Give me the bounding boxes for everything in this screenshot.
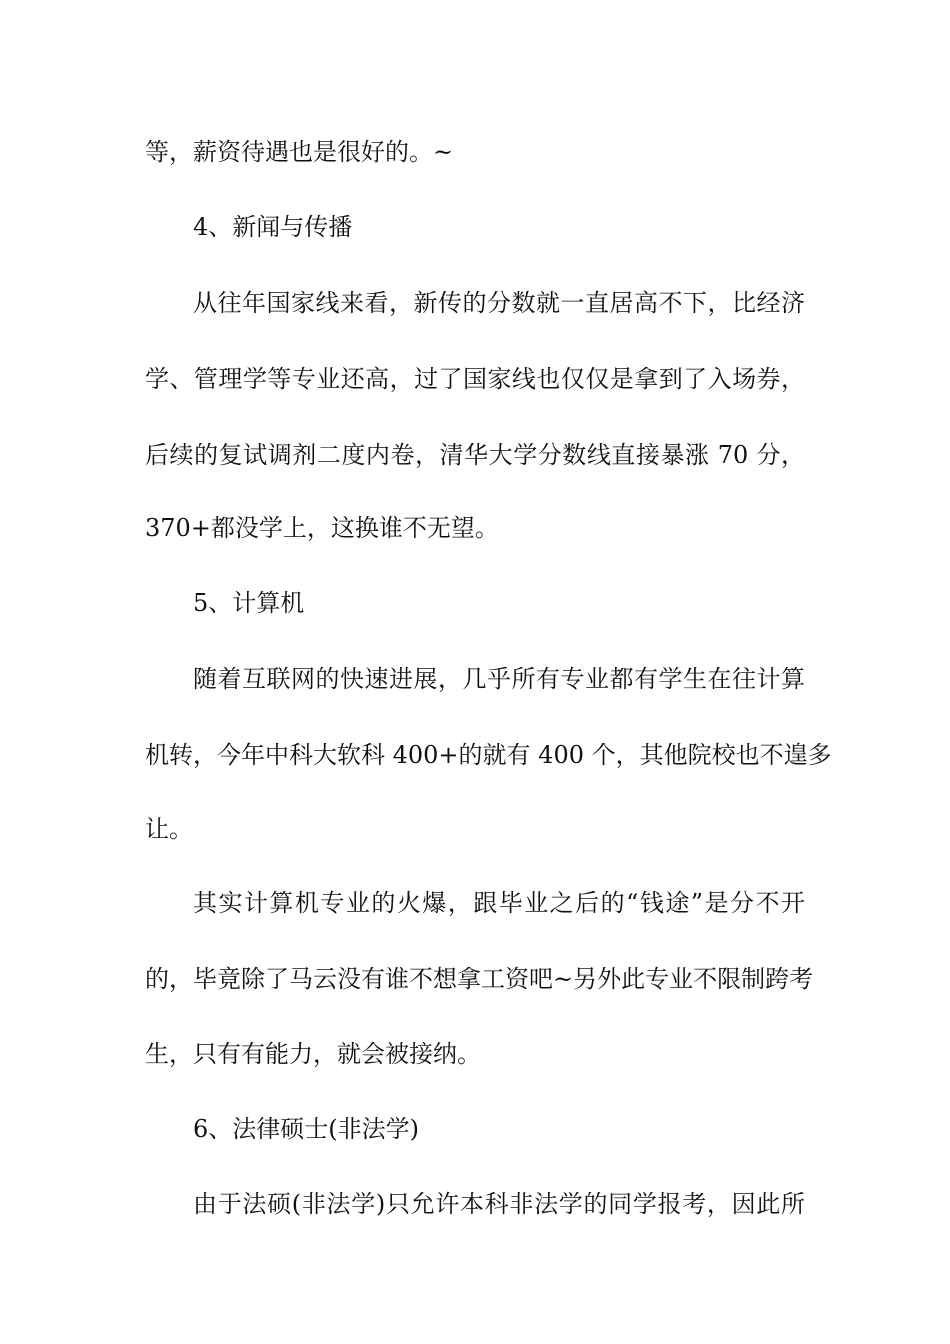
section-heading-computer: 5、计算机 <box>193 589 305 617</box>
paragraph-line: 机转，今年中科大软科 400+的就有 400 个，其他院校也不遑多 <box>145 741 832 769</box>
section-heading-journalism: 4、新闻与传播 <box>193 213 353 241</box>
section-heading-law: 6、法律硕士(非法学) <box>193 1115 419 1143</box>
paragraph-line: 的，毕竟除了马云没有谁不想拿工资吧~另外此专业不限制跨考 <box>145 965 814 993</box>
paragraph-line: 生，只有有能力，就会被接纳。 <box>145 1040 481 1068</box>
paragraph-line: 370+都没学上，这换谁不无望。 <box>145 514 499 542</box>
paragraph-line: 让。 <box>145 815 193 843</box>
paragraph-line: 随着互联网的快速进展，几乎所有专业都有学生在往计算 <box>193 665 805 693</box>
paragraph-line: 等，薪资待遇也是很好的。~ <box>145 138 454 166</box>
paragraph-line: 后续的复试调剂二度内卷，清华大学分数线直接暴涨 70 分， <box>145 441 805 469</box>
paragraph-line: 学、管理学等专业还高，过了国家线也仅仅是拿到了入场券， <box>145 365 805 393</box>
paragraph-line: 由于法硕(非法学)只允许本科非法学的同学报考，因此所 <box>193 1190 805 1218</box>
paragraph-line: 其实计算机专业的火爆，跟毕业之后的“钱途”是分不开 <box>193 889 805 917</box>
paragraph-line: 从往年国家线来看，新传的分数就一直居高不下，比经济 <box>193 289 805 317</box>
